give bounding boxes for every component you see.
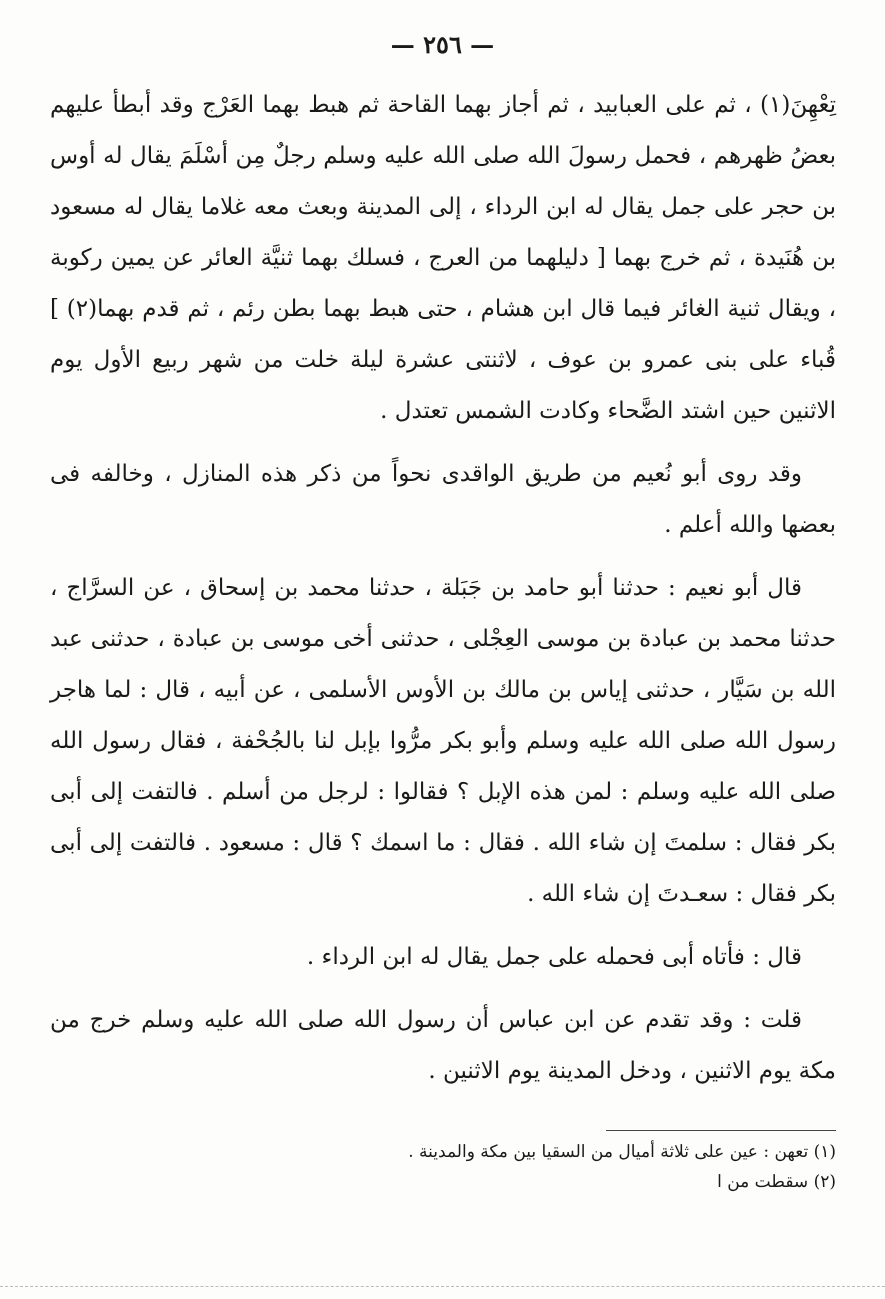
page-number: — ٢٥٦ — (390, 30, 495, 59)
footnotes (50, 1137, 836, 1197)
paragraph-ibn-abbas-note: قلت : وقد تقدم عن ابن عباس أن رسول الله صلى الله عليه وسلم خرج من مكة يوم الاثنين ، ودخل المدينة يوم الاثنين . (50, 1007, 836, 1084)
paragraph-route-to-quba: تِعْهِنَ(١) ، ثم على العبابيد ، ثم أجاز بهما القاحة ثم هبط بهما العَرْج وقد أبطأ عليهم بعضُ ظهرهم ، فحمل رسولَ الله صلى الله عليه وسلم رجلٌ مِن أسْلَمَ يقال له أوس بن حجر على جمل يقال له ابن الرداء ، إلى المدينة وبعث معه غلاما يقال له مسعود بن هُنَيدة ، ثم خرج بهما [ دليلهما من العرج ، فسلك بهما ثنيَّة العائر عن يمين ركوبة ، ويقال ثنية الغائر فيما قال ابن هشام ، حتى هبط بهما بطن رئم ، ثم قدم بهما(٢) ] قُباء على بنى عمرو بن عوف ، لاثنتى عشرة ليلة خلت من شهر ربيع الأول يوم الاثنين حين اشتد الضَّحاء وكادت الشمس تعتدل . (50, 92, 837, 424)
main-text (50, 80, 836, 1097)
footnote-1: (١) تعهن : عين على ثلاثة أميال من السقيا بين مكة والمدينة . (408, 1142, 836, 1162)
paragraph-ibn-al-radda: قال : فأتاه أبى فحمله على جمل يقال له ابن الرداء . (306, 944, 802, 970)
paragraph-abu-nuaym-waqidi: وقد روى أبو نُعيم من طريق الواقدى نحواً من ذكر هذه المنازل ، وخالفه فى بعضها والله أعلم . (50, 461, 836, 538)
paragraph-hadith-chain: قال أبو نعيم : حدثنا أبو حامد بن جَبَلة ، حدثنا محمد بن إسحاق ، عن السرَّاج ، حدثنا محمد بن عبادة بن موسى العِجْلى ، حدثنى أخى موسى بن عبادة ، حدثنى عبد الله بن سَيَّار ، حدثنى إياس بن مالك بن الأوس الأسلمى ، عن أبيه ، قال : لما هاجر رسول الله صلى الله عليه وسلم وأبو بكر مرُّوا بإبل لنا بالجُحْفة ، فقال رسول الله صلى الله عليه وسلم : لمن هذه الإبل ؟ فقالوا : لرجل من أسلم . فالتفت إلى أبى بكر فقال : سلمتَ إن شاء الله . فقال : ما اسمك ؟ قال : مسعود . فالتفت إلى أبى بكر فقال : سعـدتَ إن شاء الله . (50, 575, 836, 907)
footnote-2: (٢) سقطت من ا (717, 1172, 836, 1192)
footnote-divider (606, 1130, 836, 1131)
scan-edge-line (0, 1286, 885, 1287)
